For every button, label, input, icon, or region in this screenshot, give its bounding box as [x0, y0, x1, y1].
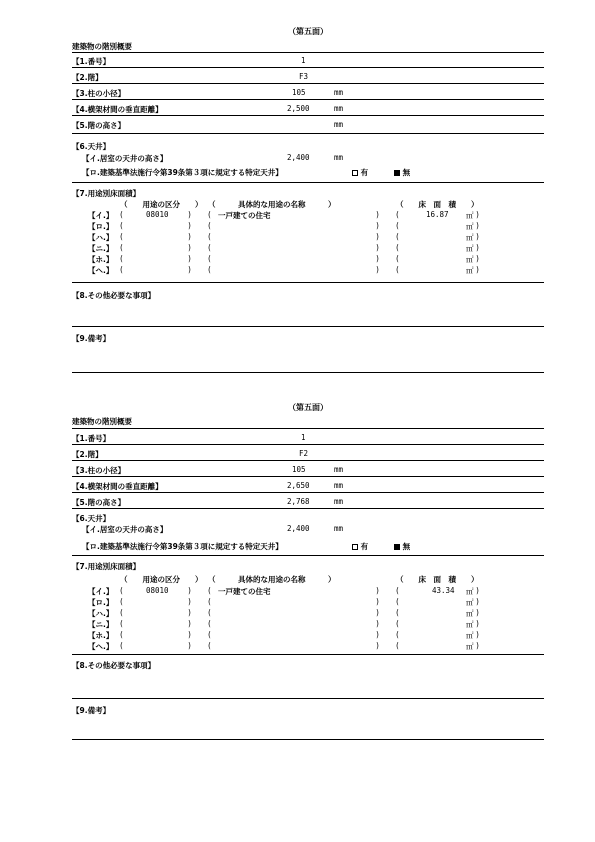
divider [72, 182, 544, 183]
paren: ) [476, 586, 479, 595]
row-label: 【イ.】 [88, 211, 114, 220]
paren: ( [396, 608, 399, 617]
paren: ) [188, 597, 191, 606]
paren: ) [476, 232, 479, 241]
room-ceiling-height-unit: mm [334, 153, 344, 162]
paren: ( [120, 265, 123, 274]
paren: ) [376, 597, 379, 606]
use-name: 一戸建ての住宅 [218, 211, 271, 220]
beam-distance-label: 【4.横架材間の垂直距離】 [72, 105, 163, 114]
room-ceiling-height-label: 【イ.居室の天井の高さ】 [82, 525, 168, 534]
floor-area-by-use-label: 【7.用途別床面積】 [72, 562, 141, 571]
paren: ) [188, 243, 191, 252]
remarks-label: 【9.備考】 [72, 334, 111, 343]
row-label: 【イ.】 [88, 587, 114, 596]
use-name: 一戸建ての住宅 [218, 587, 271, 596]
floor-height-unit: mm [334, 120, 344, 129]
area-unit: ㎡ [466, 233, 474, 242]
row-label: 【ロ.】 [88, 222, 114, 231]
ceiling-label: 【6.天井】 [72, 142, 111, 151]
paren: ) [376, 232, 379, 241]
room-ceiling-height-value: 2,400 [287, 524, 310, 533]
divider [72, 372, 544, 373]
beam-distance-value: 2,650 [287, 481, 310, 490]
floor-height-label: 【5.階の高さ】 [72, 498, 126, 507]
area-unit: ㎡ [466, 222, 474, 231]
table-row [72, 619, 544, 629]
row-label: 【ニ.】 [88, 244, 114, 253]
paren: ) [476, 265, 479, 274]
area-unit: ㎡ [466, 211, 474, 220]
paren: ( [208, 586, 211, 595]
divider [72, 460, 544, 461]
use-code: 08010 [146, 210, 169, 219]
row-label: 【ハ.】 [88, 233, 114, 242]
remarks-label: 【9.備考】 [72, 706, 111, 715]
row-label: 【ニ.】 [88, 620, 114, 629]
paren: ( [120, 597, 123, 606]
paren: ( [396, 630, 399, 639]
room-ceiling-height-label: 【イ.居室の天井の高さ】 [82, 154, 168, 163]
paren: ) [376, 608, 379, 617]
paren: ) [188, 232, 191, 241]
paren: ) [376, 243, 379, 252]
divider [72, 99, 544, 100]
paren: ( [120, 243, 123, 252]
divider [72, 654, 544, 655]
divider [72, 52, 544, 53]
sheet-title: 建築物の階別概要 [72, 42, 132, 51]
floor-value: F2 [299, 449, 309, 458]
table-row [72, 608, 544, 618]
paren: ) [188, 586, 191, 595]
paren: ) [476, 619, 479, 628]
row-label: 【ホ.】 [88, 631, 114, 640]
paren: ( [120, 608, 123, 617]
area-unit: ㎡ [466, 609, 474, 618]
table-row [72, 630, 544, 640]
area-unit: ㎡ [466, 266, 474, 275]
paren: ) [376, 641, 379, 650]
col-floor-area: （ 床 面 積 ） [396, 575, 479, 584]
divider [72, 739, 544, 740]
paren: ( [120, 641, 123, 650]
beam-distance-value: 2,500 [287, 104, 310, 113]
paren: ( [396, 254, 399, 263]
divider [72, 133, 544, 134]
table-row [72, 243, 544, 253]
paren: ( [396, 265, 399, 274]
floor-value: F3 [299, 72, 309, 81]
divider [72, 428, 544, 429]
beam-distance-unit: mm [334, 481, 344, 490]
paren: ) [476, 221, 479, 230]
yes-text: 有 [360, 542, 369, 551]
paren: ( [208, 210, 211, 219]
paren: ) [188, 619, 191, 628]
paren: ) [188, 221, 191, 230]
paren: ( [396, 597, 399, 606]
divider [72, 115, 544, 116]
paren: ) [188, 608, 191, 617]
floor-area: 43.34 [432, 586, 455, 595]
paren: ( [208, 221, 211, 230]
divider [72, 476, 544, 477]
paren: ( [208, 608, 211, 617]
column-diameter-label: 【3.柱の小径】 [72, 89, 126, 98]
paren: ( [396, 221, 399, 230]
sheet-title: 建築物の階別概要 [72, 417, 132, 426]
paren: ) [376, 210, 379, 219]
specific-ceiling-yes[interactable] [352, 167, 368, 178]
paren: ) [476, 243, 479, 252]
paren: ( [208, 254, 211, 263]
paren: ( [208, 243, 211, 252]
area-unit: ㎡ [466, 587, 474, 596]
specific-ceiling-label: 【ロ.建築基準法施行令第39条第３項に規定する特定天井】 [82, 542, 283, 551]
paren: ) [376, 221, 379, 230]
column-diameter-label: 【3.柱の小径】 [72, 466, 126, 475]
paren: ( [120, 232, 123, 241]
table-row [72, 232, 544, 242]
divider [72, 492, 544, 493]
paren: ) [188, 641, 191, 650]
specific-ceiling-label: 【ロ.建築基準法施行令第39条第３項に規定する特定天井】 [82, 168, 283, 177]
table-row [72, 597, 544, 607]
specific-ceiling-yes[interactable] [352, 541, 368, 552]
col-floor-area: （ 床 面 積 ） [396, 200, 479, 209]
row-label: 【ヘ.】 [88, 266, 114, 275]
checkbox-yes[interactable] [352, 544, 358, 550]
area-unit: ㎡ [466, 631, 474, 640]
col-use-category: （ 用途の区分 ） [120, 575, 203, 584]
col-use-category: （ 用途の区分 ） [120, 200, 203, 209]
paren: ( [208, 232, 211, 241]
room-ceiling-height-unit: mm [334, 524, 344, 533]
divider [72, 555, 544, 556]
paren: ( [396, 243, 399, 252]
col-use-name: （ 具体的な用途の名称 ） [208, 575, 336, 584]
number-value: 1 [301, 56, 306, 65]
row-label: 【ロ.】 [88, 598, 114, 607]
area-unit: ㎡ [466, 244, 474, 253]
paren: ( [396, 619, 399, 628]
sheet-header: （第五面） [288, 27, 328, 36]
paren: ) [476, 630, 479, 639]
table-row [72, 265, 544, 275]
paren: ) [476, 210, 479, 219]
sheet-header: （第五面） [288, 403, 328, 412]
row-label: 【ヘ.】 [88, 642, 114, 651]
use-code: 08010 [146, 586, 169, 595]
area-unit: ㎡ [466, 620, 474, 629]
paren: ) [476, 641, 479, 650]
paren: ) [188, 265, 191, 274]
table-row [72, 586, 544, 596]
room-ceiling-height-value: 2,400 [287, 153, 310, 162]
number-value: 1 [301, 433, 306, 442]
number-label: 【1.番号】 [72, 57, 111, 66]
area-unit: ㎡ [466, 642, 474, 651]
paren: ( [120, 210, 123, 219]
paren: ) [476, 597, 479, 606]
paren: ) [188, 630, 191, 639]
table-row [72, 221, 544, 231]
paren: ( [120, 221, 123, 230]
column-diameter-unit: mm [334, 465, 344, 474]
paren: ) [376, 265, 379, 274]
paren: ( [208, 641, 211, 650]
floor-label: 【2.階】 [72, 450, 103, 459]
paren: ) [188, 210, 191, 219]
number-label: 【1.番号】 [72, 434, 111, 443]
other-matters-label: 【8.その他必要な事項】 [72, 661, 156, 670]
area-unit: ㎡ [466, 598, 474, 607]
no-text: 無 [402, 542, 411, 551]
no-text: 無 [402, 168, 411, 177]
checkbox-no[interactable] [394, 544, 400, 550]
paren: ) [476, 254, 479, 263]
row-label: 【ホ.】 [88, 255, 114, 264]
paren: ( [396, 210, 399, 219]
beam-distance-label: 【4.横架材間の垂直距離】 [72, 482, 163, 491]
paren: ( [396, 232, 399, 241]
paren: ) [376, 254, 379, 263]
paren: ( [120, 619, 123, 628]
divider [72, 698, 544, 699]
other-matters-label: 【8.その他必要な事項】 [72, 291, 156, 300]
paren: ) [188, 254, 191, 263]
floor-area-by-use-label: 【7.用途別床面積】 [72, 189, 141, 198]
table-row [72, 254, 544, 264]
checkbox-no[interactable] [394, 170, 400, 176]
paren: ( [120, 586, 123, 595]
table-row [72, 641, 544, 651]
divider [72, 67, 544, 68]
floor-label: 【2.階】 [72, 73, 103, 82]
paren: ( [120, 630, 123, 639]
paren: ) [376, 619, 379, 628]
row-label: 【ハ.】 [88, 609, 114, 618]
paren: ( [208, 597, 211, 606]
column-diameter-value: 105 [292, 465, 306, 474]
specific-ceiling-no[interactable] [394, 167, 410, 178]
paren: ( [208, 630, 211, 639]
area-unit: ㎡ [466, 255, 474, 264]
paren: ( [208, 619, 211, 628]
paren: ) [376, 630, 379, 639]
floor-height-unit: mm [334, 497, 344, 506]
paren: ) [376, 586, 379, 595]
paren: ( [208, 265, 211, 274]
ceiling-label: 【6.天井】 [72, 514, 111, 523]
floor-area: 16.87 [426, 210, 449, 219]
paren: ( [120, 254, 123, 263]
beam-distance-unit: mm [334, 104, 344, 113]
divider [72, 83, 544, 84]
divider [72, 326, 544, 327]
paren: ) [476, 608, 479, 617]
floor-height-value: 2,768 [287, 497, 310, 506]
column-diameter-unit: mm [334, 88, 344, 97]
divider [72, 444, 544, 445]
yes-text: 有 [360, 168, 369, 177]
paren: ( [396, 586, 399, 595]
specific-ceiling-no[interactable] [394, 541, 410, 552]
paren: ( [396, 641, 399, 650]
checkbox-yes[interactable] [352, 170, 358, 176]
floor-height-label: 【5.階の高さ】 [72, 121, 126, 130]
table-row [72, 210, 544, 220]
column-diameter-value: 105 [292, 88, 306, 97]
divider [72, 508, 544, 509]
col-use-name: （ 具体的な用途の名称 ） [208, 200, 336, 209]
divider [72, 282, 544, 283]
